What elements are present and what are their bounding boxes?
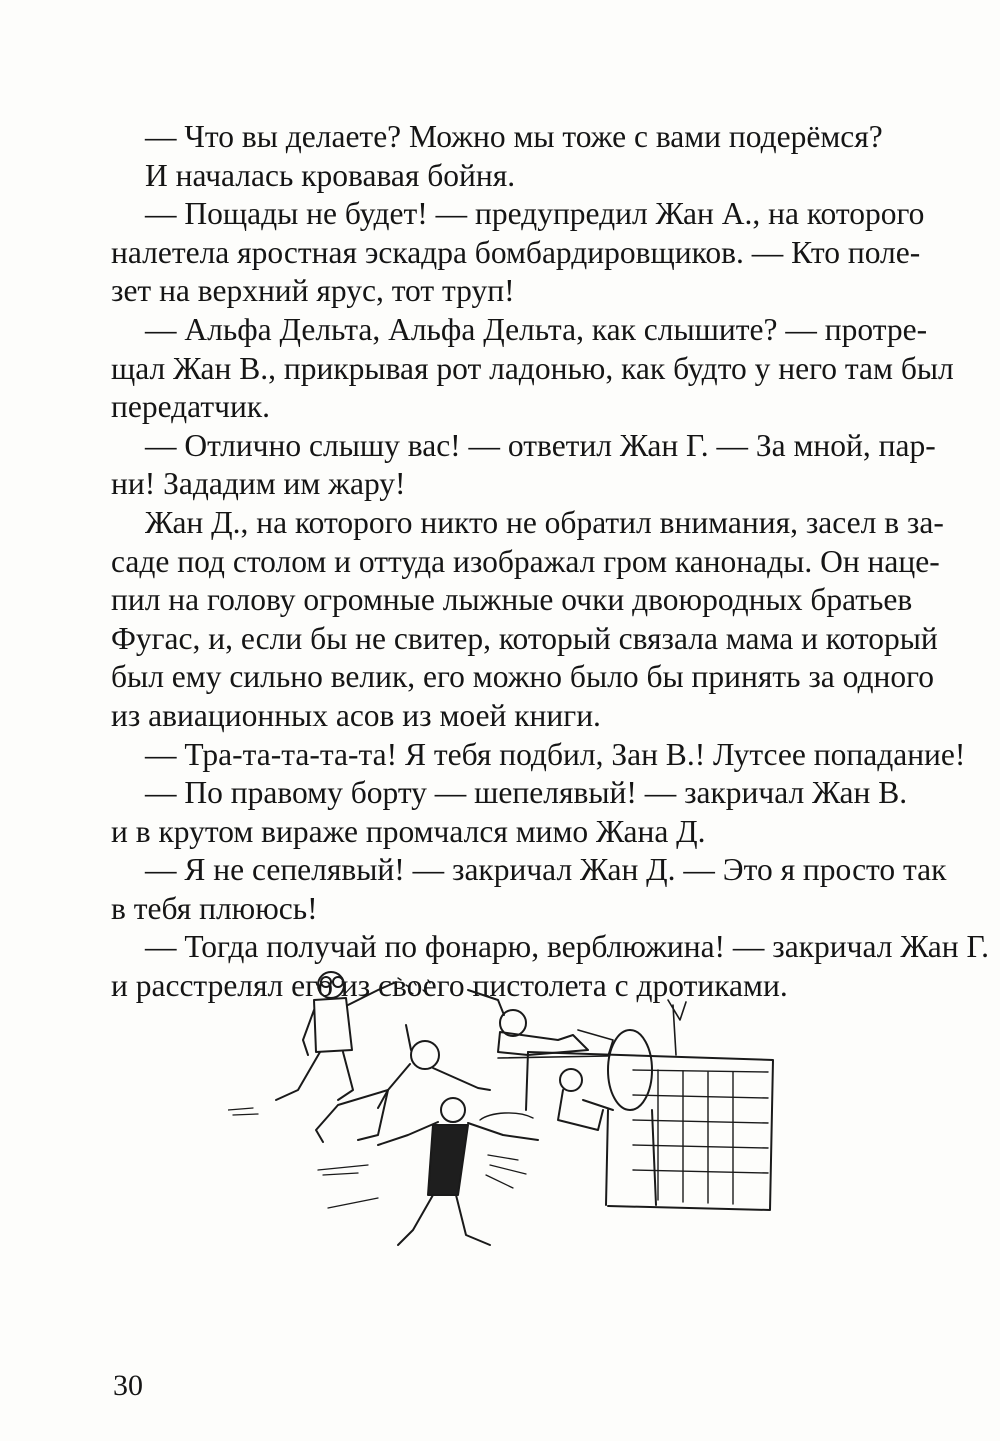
text-line: — Тогда получай по фонарю, верблюжина! — закричал Жан Г. [145,929,990,965]
text-line: и в крутом вираже промчался мимо Жана Д. [111,813,706,849]
text-line: — Что вы делаете? Можно мы тоже с вами подерёмся? [145,119,883,154]
text-line: в тебя плююсь! [111,890,318,926]
boy-on-desk-sketch [468,990,588,1055]
text-line: — Альфа Дельта, Альфа Дельта, как слышите? — протре- [145,311,928,347]
motion-lines-sketch [228,1108,526,1208]
text-line: — Тра-та-та-та-та! Я тебя подбил, Зан В.! Лутсее попадание! [145,736,966,772]
text-line: — По правому борту — шепелявый! — закричал Жан В. [145,775,908,811]
text-line: ни! Зададим им жару! [111,466,406,502]
sketch-illustration [228,960,788,1260]
text-line: пил на голову огромные лыжные очки двоюродных братьев [111,582,913,618]
text-line: и расстрелял его из своего пистолета с дротиками. [111,968,788,1004]
text-line: — Я не сепелявый! — закричал Жан Д. — Это я просто так [145,852,947,888]
text-line: зет на верхний ярус, тот труп! [111,273,515,309]
text-line: — Отлично слышу вас! — ответил Жан Г. — За мной, пар- [145,427,936,463]
text-line: саде под столом и оттуда изображал гром канонады. Он наце- [111,543,940,579]
text-line: был ему сильно велик, его можно было бы принять за одного [111,659,934,695]
text-line: Жан Д., на которого никто не обратил внимания, засел в за- [145,504,944,540]
text-line: Фугас, и, если бы не свитер, который связала мама и который [111,620,938,656]
kid-under-desk-sketch [558,1069,613,1130]
text-line: щал Жан В., прикрывая рот ладонью, как будто у него там был [111,350,954,386]
page-number: 30 [113,1369,143,1402]
boy-with-goggles-sketch [276,972,430,1100]
text-line: И началась кровавая бойня. [145,157,516,193]
body-text [111,118,990,1006]
text-line: из авиационных асов из моей книги. [111,697,601,733]
text-line: — Пощады не будет! — предупредил Жан А., на которого [145,196,925,232]
text-line: налетела яростная эскадра бомбардировщиков. — Кто поле- [111,234,921,270]
text-line: передатчик. [111,389,270,425]
